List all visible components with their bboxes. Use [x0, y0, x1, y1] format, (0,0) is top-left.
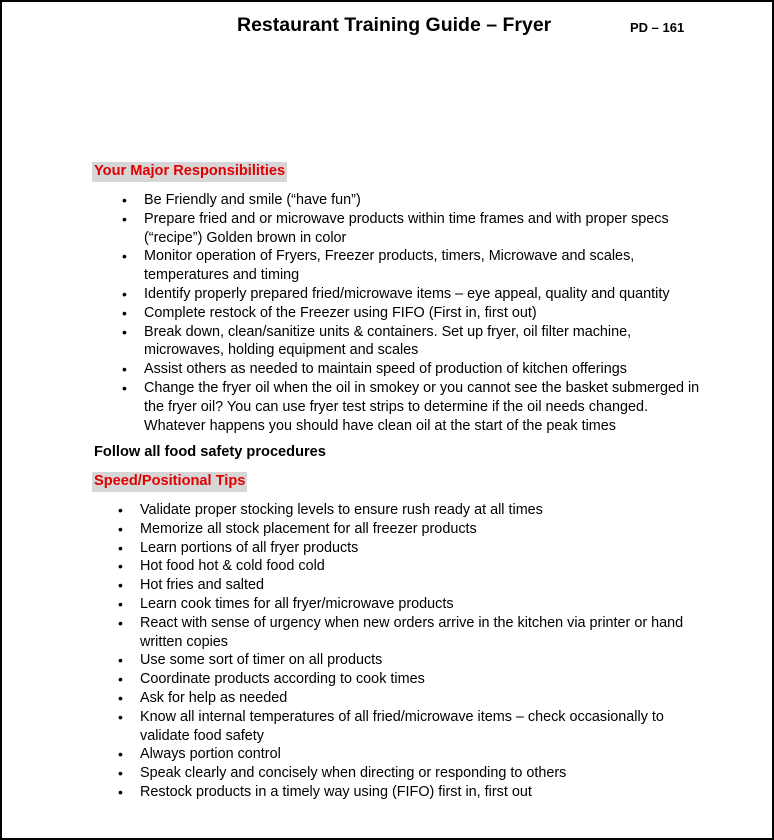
list-item: [118, 576, 700, 595]
bullet-icon: •: [122, 323, 127, 340]
list-item: [122, 304, 704, 323]
list-item: [118, 595, 700, 614]
section-heading-responsibilities: Your Major Responsibilities: [92, 162, 287, 182]
list-item-text: Be Friendly and smile (“have fun”): [144, 192, 361, 208]
responsibilities-list: [122, 191, 704, 435]
list-item-text: Know all internal temperatures of all fried/microwave items – check occasionally to validate food safety: [140, 708, 664, 744]
list-item-text: Complete restock of the Freezer using FIFO (First in, first out): [144, 304, 537, 321]
list-item-text: Monitor operation of Fryers, Freezer products, timers, Microwave and scales, temperatures and timing: [144, 248, 635, 284]
list-item: [118, 501, 700, 520]
list-item: [118, 783, 700, 802]
document-code: PD – 161: [630, 20, 685, 35]
list-item: [118, 745, 700, 764]
bullet-icon: •: [118, 746, 123, 763]
list-item: [118, 708, 700, 746]
list-item-text: Assist others as needed to maintain speed of production of kitchen offerings: [144, 361, 627, 378]
list-item-text: Learn cook times for all fryer/microwave products: [140, 595, 454, 612]
bullet-icon: •: [118, 783, 123, 800]
list-item-text: Speak clearly and concisely when directing or responding to others: [140, 765, 567, 782]
list-item-text: Ask for help as needed: [140, 689, 288, 706]
list-item-text: Change the fryer oil when the oil in smokey or you cannot see the basket submerged in the fryer oil? You can use fryer test strips to determine if the oil needs changed. Whatever happens you should have clean oil at the start of the peak times: [144, 379, 700, 434]
tips-list: [118, 501, 700, 802]
list-item: [122, 191, 704, 210]
list-item-text: Use some sort of timer on all products: [140, 652, 383, 669]
list-item: [118, 614, 700, 652]
list-item: [122, 247, 704, 285]
list-item: [118, 689, 700, 708]
list-item-text: Restock products in a timely way using (FIFO) first in, first out: [140, 783, 532, 800]
list-item-text: Hot fries and salted: [140, 577, 264, 594]
bullet-icon: •: [118, 652, 123, 669]
bullet-icon: •: [118, 539, 123, 556]
bullet-icon: •: [118, 614, 123, 631]
document-title: Restaurant Training Guide – Fryer: [237, 14, 552, 36]
list-item: [122, 323, 704, 361]
bullet-icon: •: [122, 379, 127, 396]
list-item: [118, 557, 700, 576]
list-item-text: Always portion control: [140, 746, 281, 763]
list-item: [118, 670, 700, 689]
bullet-icon: •: [122, 210, 127, 227]
list-item: [122, 210, 704, 248]
bullet-icon: •: [118, 671, 123, 688]
food-safety-statement: Follow all food safety procedures: [94, 444, 326, 460]
list-item-text: Learn portions of all fryer products: [140, 539, 359, 556]
list-item: [118, 539, 700, 558]
list-item-text: Break down, clean/sanitize units & containers. Set up fryer, oil filter machine, microwaves, holding equipment and scales: [144, 323, 632, 359]
list-item-text: React with sense of urgency when new orders arrive in the kitchen via printer or hand written copies: [140, 614, 684, 650]
list-item-text: Validate proper stocking levels to ensure rush ready at all times: [140, 502, 543, 518]
bullet-icon: •: [118, 595, 123, 612]
list-item-text: Coordinate products according to cook times: [140, 671, 425, 688]
list-item: [118, 520, 700, 539]
bullet-icon: •: [122, 304, 127, 321]
bullet-icon: •: [118, 689, 123, 706]
list-item-text: Prepare fried and or microwave products within time frames and with proper specs (“recipe”) Golden brown in color: [144, 210, 669, 246]
list-item: [122, 379, 704, 435]
bullet-icon: •: [118, 765, 123, 782]
list-item: [118, 651, 700, 670]
bullet-icon: •: [122, 361, 127, 378]
list-item-text: Hot food hot & cold food cold: [140, 558, 325, 575]
list-item: [122, 360, 704, 379]
list-item: [122, 285, 704, 304]
bullet-icon: •: [118, 520, 123, 537]
bullet-icon: •: [122, 285, 127, 302]
bullet-icon: •: [118, 502, 123, 518]
bullet-icon: •: [118, 558, 123, 575]
list-item: [118, 764, 700, 783]
bullet-icon: •: [122, 192, 127, 208]
bullet-icon: •: [118, 577, 123, 594]
list-item-text: Memorize all stock placement for all freezer products: [140, 520, 477, 537]
list-item-text: Identify properly prepared fried/microwave items – eye appeal, quality and quantity: [144, 285, 670, 302]
section-heading-tips: Speed/Positional Tips: [92, 472, 247, 492]
bullet-icon: •: [118, 708, 123, 725]
bullet-icon: •: [122, 248, 127, 265]
